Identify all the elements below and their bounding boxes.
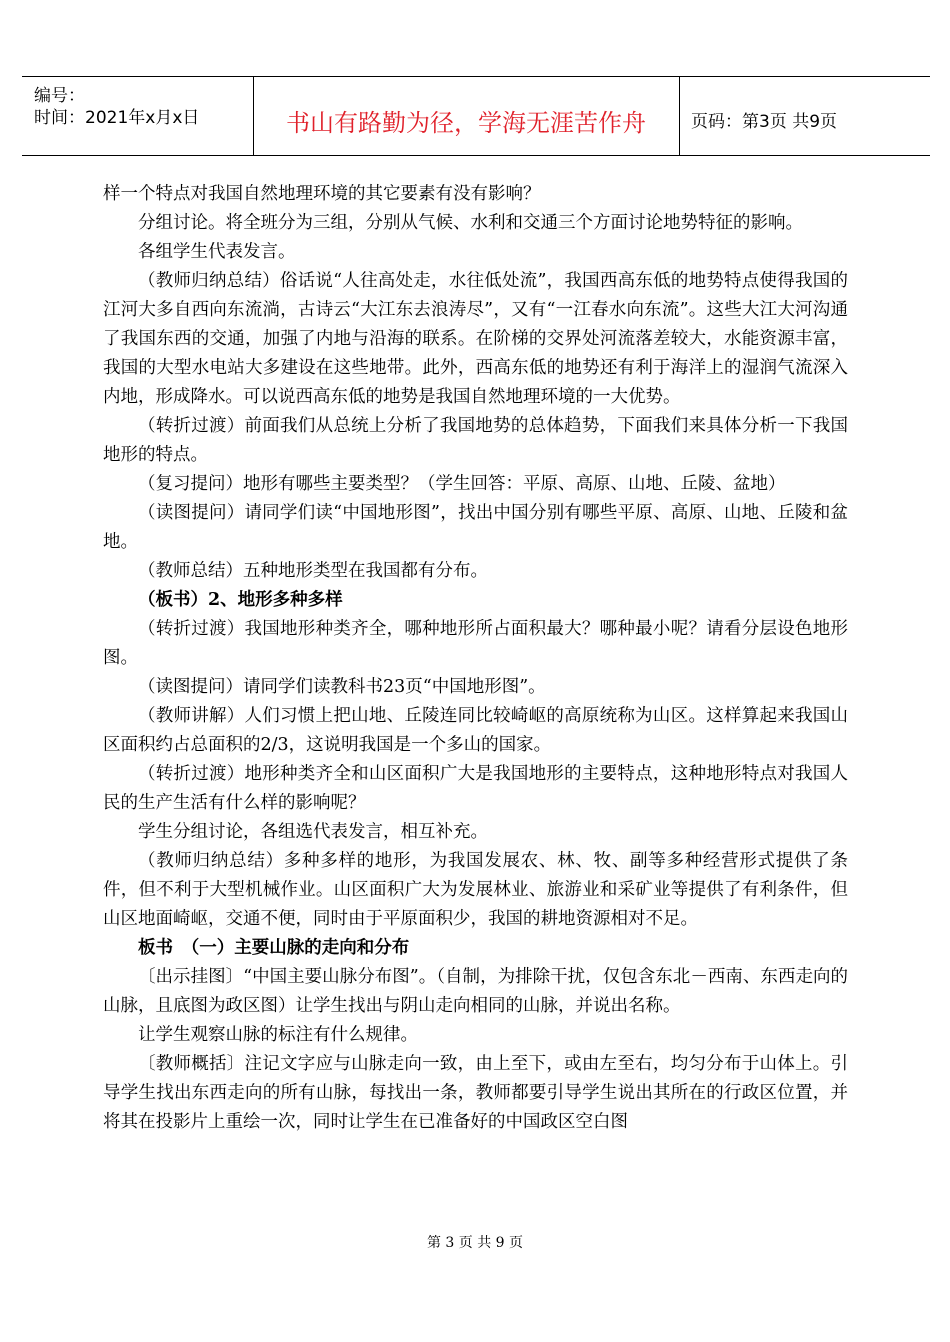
time-label: 时间：2021年x月x日 [34,108,200,128]
document-body [103,180,848,1137]
paragraph: （复习提问）地形有哪些主要类型？（学生回答：平原、高原、山地、丘陵、盆地） [138,474,786,494]
paragraph: 各组学生代表发言。 [138,242,296,262]
paragraph: （转折过渡）前面我们从总统上分析了我国地势的总体趋势，下面我们来具体分析一下我国地形的特点。 [103,416,848,465]
paragraph: 样一个特点对我国自然地理环境的其它要素有没有影响？ [103,184,541,204]
header-info-cell [22,77,254,155]
paragraph: 让学生观察山脉的标注有什么规律。 [138,1025,418,1045]
board-heading: （板书）2、地形多种多样 [138,590,343,610]
paragraph: 分组讨论。将全班分为三组，分别从气候、水利和交通三个方面讨论地势特征的影响。 [138,213,803,233]
header-motto-cell [253,77,680,155]
page-footer: 第 3 页 共 9 页 [426,1235,524,1251]
paragraph: （教师讲解）人们习惯上把山地、丘陵连同比较崎岖的高原统称为山区。这样算起来我国山区面积约占总面积的2/3，这说明我国是一个多山的国家。 [103,706,848,755]
paragraph: （教师归纳总结）多种多样的地形，为我国发展农、林、牧、副等多种经营形式提供了条件，但不利于大型机械作业。山区面积广大为发展林业、旅游业和采矿业等提供了有利条件，但山区地面崎岖，交通不便，同时由于平原面积少，我国的耕地资源相对不足。 [103,851,848,929]
paragraph: （读图提问）请同学们读教科书23页“中国地形图”。 [138,677,546,697]
paragraph: 学生分组讨论，各组选代表发言，相互补充。 [138,822,488,842]
motto-text: 书山有路勤为径，学海无涯苦作舟 [286,109,646,137]
page-code: 页码：第3页 共9页 [691,112,838,132]
page-header [22,76,930,156]
paragraph: 〔出示挂图〕“中国主要山脉分布图”。（自制，为排除干扰，仅包含东北－西南、东西走向的山脉，且底图为政区图）让学生找出与阴山走向相同的山脉，并说出名称。 [103,967,848,1016]
header-page-cell [679,77,930,155]
paragraph: （读图提问）请同学们读“中国地形图”，找出中国分别有哪些平原、高原、山地、丘陵和盆地。 [103,503,848,552]
paragraph: （转折过渡）我国地形种类齐全，哪种地形所占面积最大？哪种最小呢？请看分层设色地形图。 [103,619,848,668]
paragraph: （教师总结）五种地形类型在我国都有分布。 [138,561,488,581]
paragraph: 〔教师概括〕注记文字应与山脉走向一致，由上至下，或由左至右，均匀分布于山体上。引导学生找出东西走向的所有山脉，每找出一条，教师都要引导学生说出其所在的行政区位置，并将其在投影片上重绘一次，同时让学生在已准备好的中国政区空白图 [103,1054,848,1132]
paragraph: （教师归纳总结）俗话说“人往高处走，水往低处流”，我国西高东低的地势特点使得我国的江河大多自西向东流淌，古诗云“大江东去浪涛尽”，又有“一江春水向东流”。这些大江大河沟通了我国东西的交通，加强了内地与沿海的联系。在阶梯的交界处河流落差较大，水能资源丰富，我国的大型水电站大多建设在这些地带。此外，西高东低的地势还有利于海洋上的湿润气流深入内地，形成降水。可以说西高东低的地势是我国自然地理环境的一大优势。 [103,271,848,407]
board-heading: 板书 （一）主要山脉的走向和分布 [138,938,410,958]
serial-number-label: 编号： [34,86,85,106]
paragraph: （转折过渡）地形种类齐全和山区面积广大是我国地形的主要特点，这种地形特点对我国人民的生产生活有什么样的影响呢？ [103,764,848,813]
